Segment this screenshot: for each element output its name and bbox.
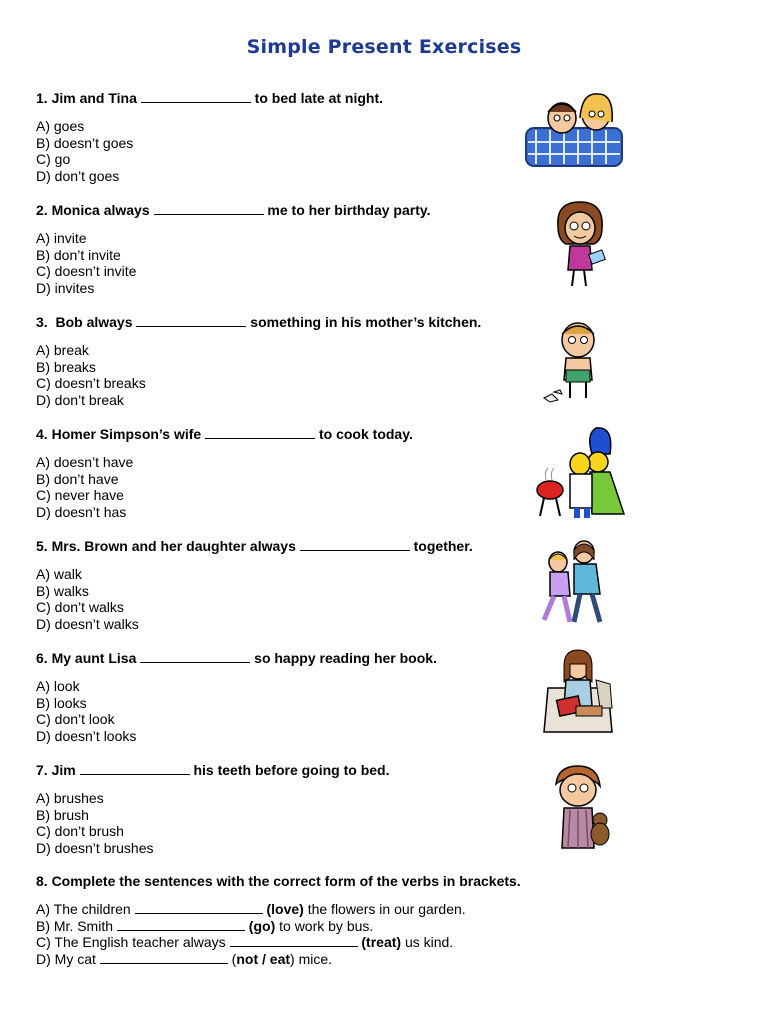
woman-reading-in-armchair-illustration — [540, 648, 616, 738]
question-text: Monica always — [47, 202, 154, 218]
option-b: B) breaks — [36, 358, 96, 375]
option-a: A) look — [36, 678, 80, 694]
question-text: me to her birthday party. — [263, 202, 431, 218]
option-c: C) doesn’t invite — [36, 263, 137, 280]
verb-hint: (treat) — [361, 934, 402, 951]
question-text: so happy reading her book. — [250, 650, 437, 666]
option-b: B) brush — [36, 806, 89, 823]
question-number: 4. — [36, 426, 48, 442]
question-number: 1. — [36, 90, 48, 106]
question-7 — [36, 762, 536, 856]
answer-blank — [141, 91, 251, 103]
question-number: 6. — [36, 650, 48, 666]
sentence-d: D) My cat (not / eat) mice. — [36, 950, 333, 967]
question-text: Mrs. Brown and her daughter always — [47, 538, 300, 554]
question-text: his teeth before going to bed. — [189, 762, 390, 778]
verb-hint: not / eat — [236, 950, 291, 967]
option-c: C) don’t brush — [36, 823, 124, 840]
answer-blank — [117, 919, 245, 931]
question-number: 5. — [36, 538, 48, 554]
question-text: Jim — [47, 762, 80, 778]
boy-with-broken-plate-illustration — [540, 318, 614, 406]
question-1 — [36, 90, 536, 184]
answer-blank — [230, 935, 358, 947]
question-text: Homer Simpson’s wife — [47, 426, 206, 442]
answer-blank — [135, 902, 263, 914]
sentence-a: A) The children (love) the flowers in our garden. — [36, 901, 466, 917]
option-b: B) looks — [36, 694, 87, 711]
question-text: My aunt Lisa — [47, 650, 141, 666]
option-a: A) invite — [36, 230, 87, 246]
option-b: B) don’t have — [36, 470, 119, 487]
option-c: C) go — [36, 151, 71, 168]
option-d: D) don’t break — [36, 391, 124, 408]
question-text: something in his mother’s kitchen. — [246, 314, 482, 330]
option-c: C) doesn’t breaks — [36, 375, 146, 392]
option-d: D) invites — [36, 279, 95, 296]
answer-blank — [205, 427, 315, 439]
question-text: to cook today. — [315, 426, 413, 442]
option-b: B) doesn’t goes — [36, 134, 134, 151]
option-c: C) never have — [36, 487, 124, 504]
verb-hint: (go) — [248, 917, 276, 934]
question-5 — [36, 538, 536, 632]
section-8-heading: 8. Complete the sentences with the correct form of the verbs in brackets. — [36, 873, 521, 889]
section-8 — [36, 873, 736, 967]
option-d: D) doesn’t brushes — [36, 839, 154, 856]
question-text: to bed late at night. — [250, 90, 384, 106]
question-2 — [36, 202, 536, 296]
page-title: Simple Present Exercises — [246, 36, 522, 58]
option-d: D) don’t goes — [36, 167, 120, 184]
question-6 — [36, 650, 536, 744]
mother-daughter-walking-illustration — [530, 538, 614, 628]
sentence-b: B) Mr. Smith (go) to work by bus. — [36, 917, 374, 934]
question-number: 2. — [36, 202, 48, 218]
boy-with-teddy-bear-illustration — [540, 764, 616, 856]
option-a: A) walk — [36, 566, 82, 582]
answer-blank — [154, 203, 264, 215]
option-a: A) break — [36, 342, 89, 358]
verb-hint: (love) — [266, 901, 304, 917]
answer-blank — [140, 651, 250, 663]
option-b: B) don’t invite — [36, 246, 121, 263]
simpsons-barbecue-illustration — [534, 424, 634, 520]
question-number: 7. — [36, 762, 48, 778]
answer-blank — [80, 763, 190, 775]
answer-blank — [136, 315, 246, 327]
question-text: together. — [409, 538, 473, 554]
answer-blank — [100, 952, 228, 964]
girl-with-invitation-illustration — [548, 200, 612, 292]
question-number: 3. — [36, 314, 48, 330]
option-b: B) walks — [36, 582, 89, 599]
option-d: D) doesn’t looks — [36, 727, 137, 744]
question-text: Jim and Tina — [47, 90, 141, 106]
option-c: C) don’t look — [36, 711, 115, 728]
sentence-c: C) The English teacher always (treat) us kind. — [36, 934, 454, 951]
question-3 — [36, 314, 536, 408]
option-c: C) don’t walks — [36, 599, 124, 616]
question-text: Bob always — [47, 314, 137, 330]
couple-in-bed-illustration — [524, 88, 624, 170]
question-4 — [36, 426, 536, 520]
answer-blank — [300, 539, 410, 551]
option-d: D) doesn’t walks — [36, 615, 139, 632]
option-d: D) doesn’t has — [36, 503, 127, 520]
option-a: A) goes — [36, 118, 85, 134]
option-a: A) brushes — [36, 790, 104, 806]
option-a: A) doesn’t have — [36, 454, 134, 470]
